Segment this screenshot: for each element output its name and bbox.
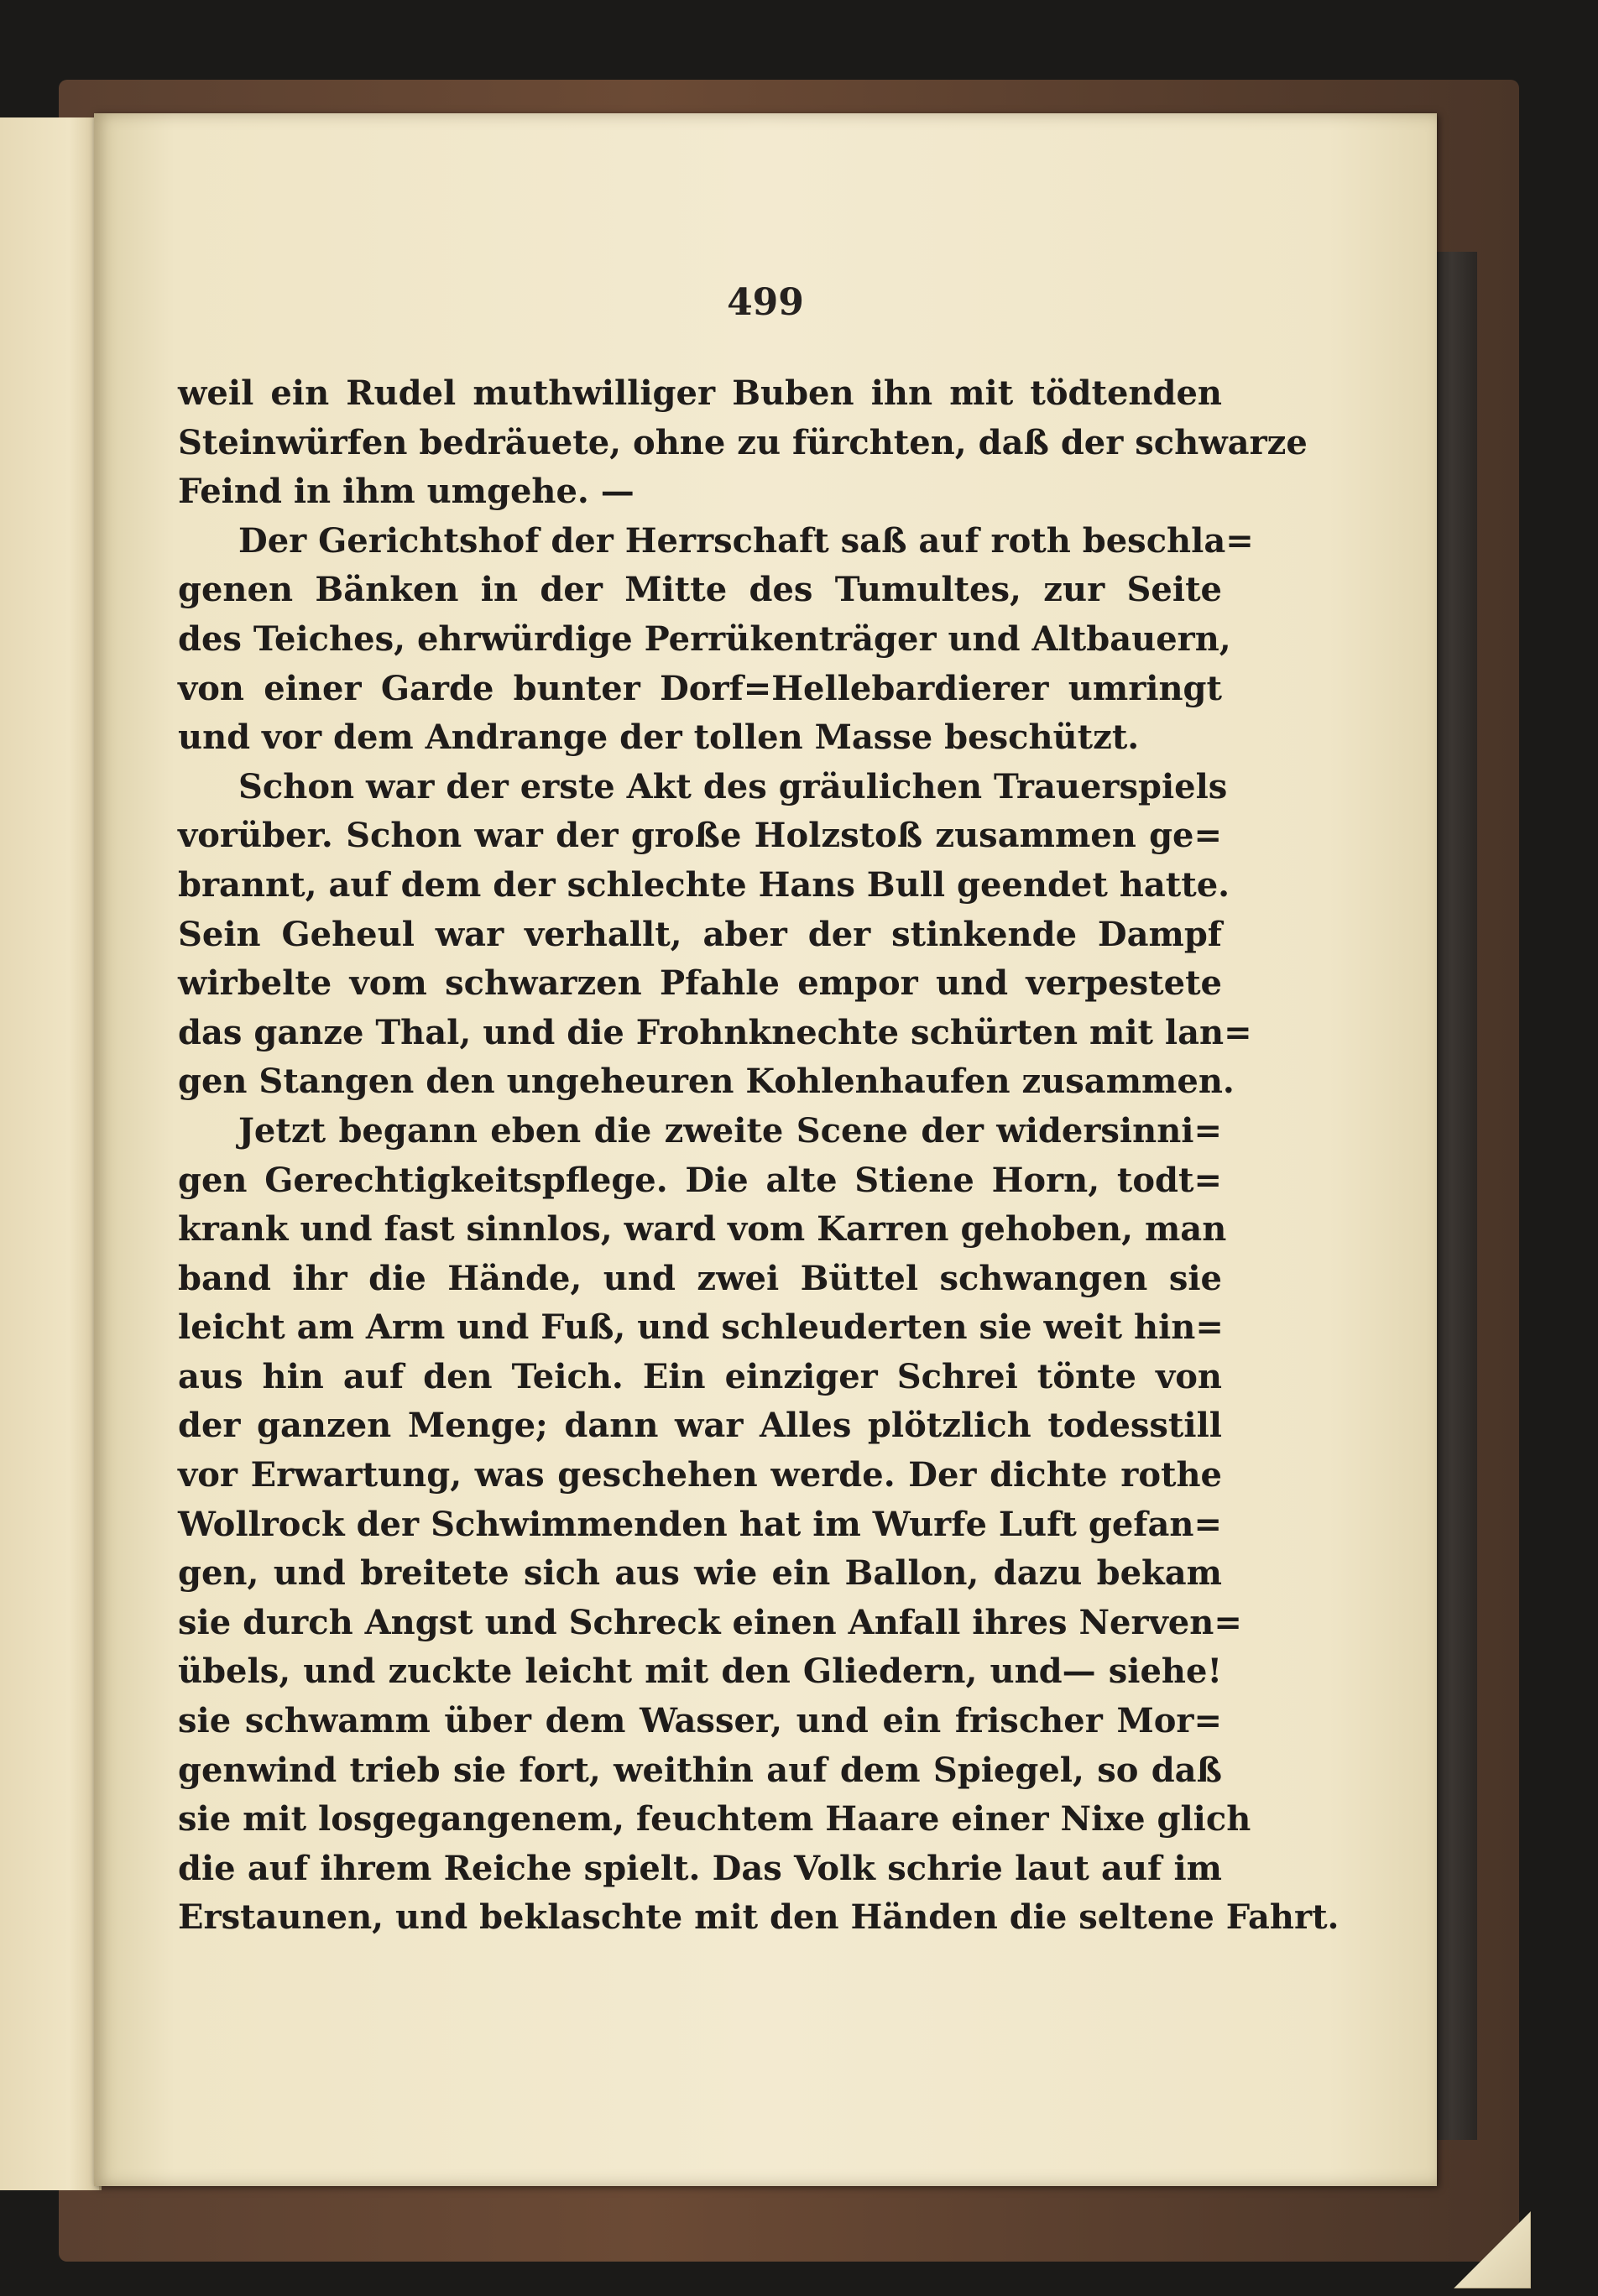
text-line: gen Stangen den ungeheuren Kohlenhaufen zusammen.	[178, 1062, 1235, 1102]
text-line: wirbelte vom schwarzen Pfahle empor und verpestete	[178, 963, 1222, 1004]
left-page-edge	[0, 117, 102, 2190]
text-line: Wollrock der Schwimmenden hat im Wurfe Luft gefan=	[178, 1504, 1222, 1544]
text-line: vor Erwartung, was geschehen werde. Der dichte rothe	[178, 1455, 1222, 1495]
text-line: genwind trieb sie fort, weithin auf dem Spiegel, so daß	[178, 1750, 1222, 1790]
text-line: gen, und breitete sich aus wie ein Ballon, dazu bekam	[178, 1553, 1222, 1594]
text-line: Erstaunen, und beklaschte mit den Händen die seltene Fahrt.	[178, 1897, 1340, 1938]
text-line: das ganze Thal, und die Frohnknechte schürten mit lan=	[178, 1012, 1252, 1052]
text-line: die auf ihrem Reiche spielt. Das Volk schrie laut auf im	[178, 1848, 1222, 1888]
text-line: gen Gerechtigkeitspflege. Die alte Stiene Horn, todt=	[178, 1160, 1222, 1200]
body-text	[178, 369, 1340, 1943]
text-line: sie schwamm über dem Wasser, und ein frischer Mor=	[178, 1701, 1222, 1741]
text-line: Jetzt begann eben die zweite Scene der widersinni=	[238, 1110, 1222, 1151]
text-line: Der Gerichtshof der Herrschaft saß auf roth beschla=	[238, 520, 1254, 561]
text-line: brannt, auf dem der schlechte Hans Bull geendet hatte.	[178, 864, 1230, 905]
text-line: Feind in ihm umgehe. —	[178, 472, 634, 512]
text-line: krank und fast sinnlos, ward vom Karren gehoben, man	[178, 1209, 1227, 1250]
text-line: von einer Garde bunter Dorf=Hellebardierer umringt	[178, 668, 1222, 708]
text-line: des Teiches, ehrwürdige Perrükenträger und Altbauern,	[178, 618, 1231, 659]
text-line: aus hin auf den Teich. Ein einziger Schrei tönte von	[178, 1356, 1222, 1396]
text-line: Schon war der erste Akt des gräulichen Trauerspiels	[238, 766, 1228, 806]
text-line: der ganzen Menge; dann war Alles plötzlich todesstill	[178, 1406, 1222, 1446]
text-line: übels, und zuckte leicht mit den Gliedern, und— siehe!	[178, 1652, 1222, 1692]
text-line: Sein Geheul war verhallt, aber der stinkende Dampf	[178, 914, 1222, 954]
text-line: weil ein Rudel muthwilliger Buben ihn mit tödtenden	[178, 373, 1222, 413]
text-line: sie durch Angst und Schreck einen Anfall ihres Nerven=	[178, 1602, 1242, 1642]
text-line: vorüber. Schon war der große Holzstoß zusammen ge=	[178, 816, 1222, 856]
text-line: sie mit losgegangenem, feuchtem Haare einer Nixe glich	[178, 1799, 1251, 1839]
page-number: 499	[727, 281, 804, 324]
text-line: und vor dem Andrange der tollen Masse beschützt.	[178, 718, 1140, 758]
text-line: genen Bänken in der Mitte des Tumultes, zur Seite	[178, 570, 1222, 610]
text-line: Steinwürfen bedräuete, ohne zu fürchten, daß der schwarze	[178, 422, 1308, 462]
text-line: band ihr die Hände, und zwei Büttel schwangen sie	[178, 1258, 1222, 1298]
text-line: leicht am Arm und Fuß, und schleuderten sie weit hin=	[178, 1307, 1224, 1348]
